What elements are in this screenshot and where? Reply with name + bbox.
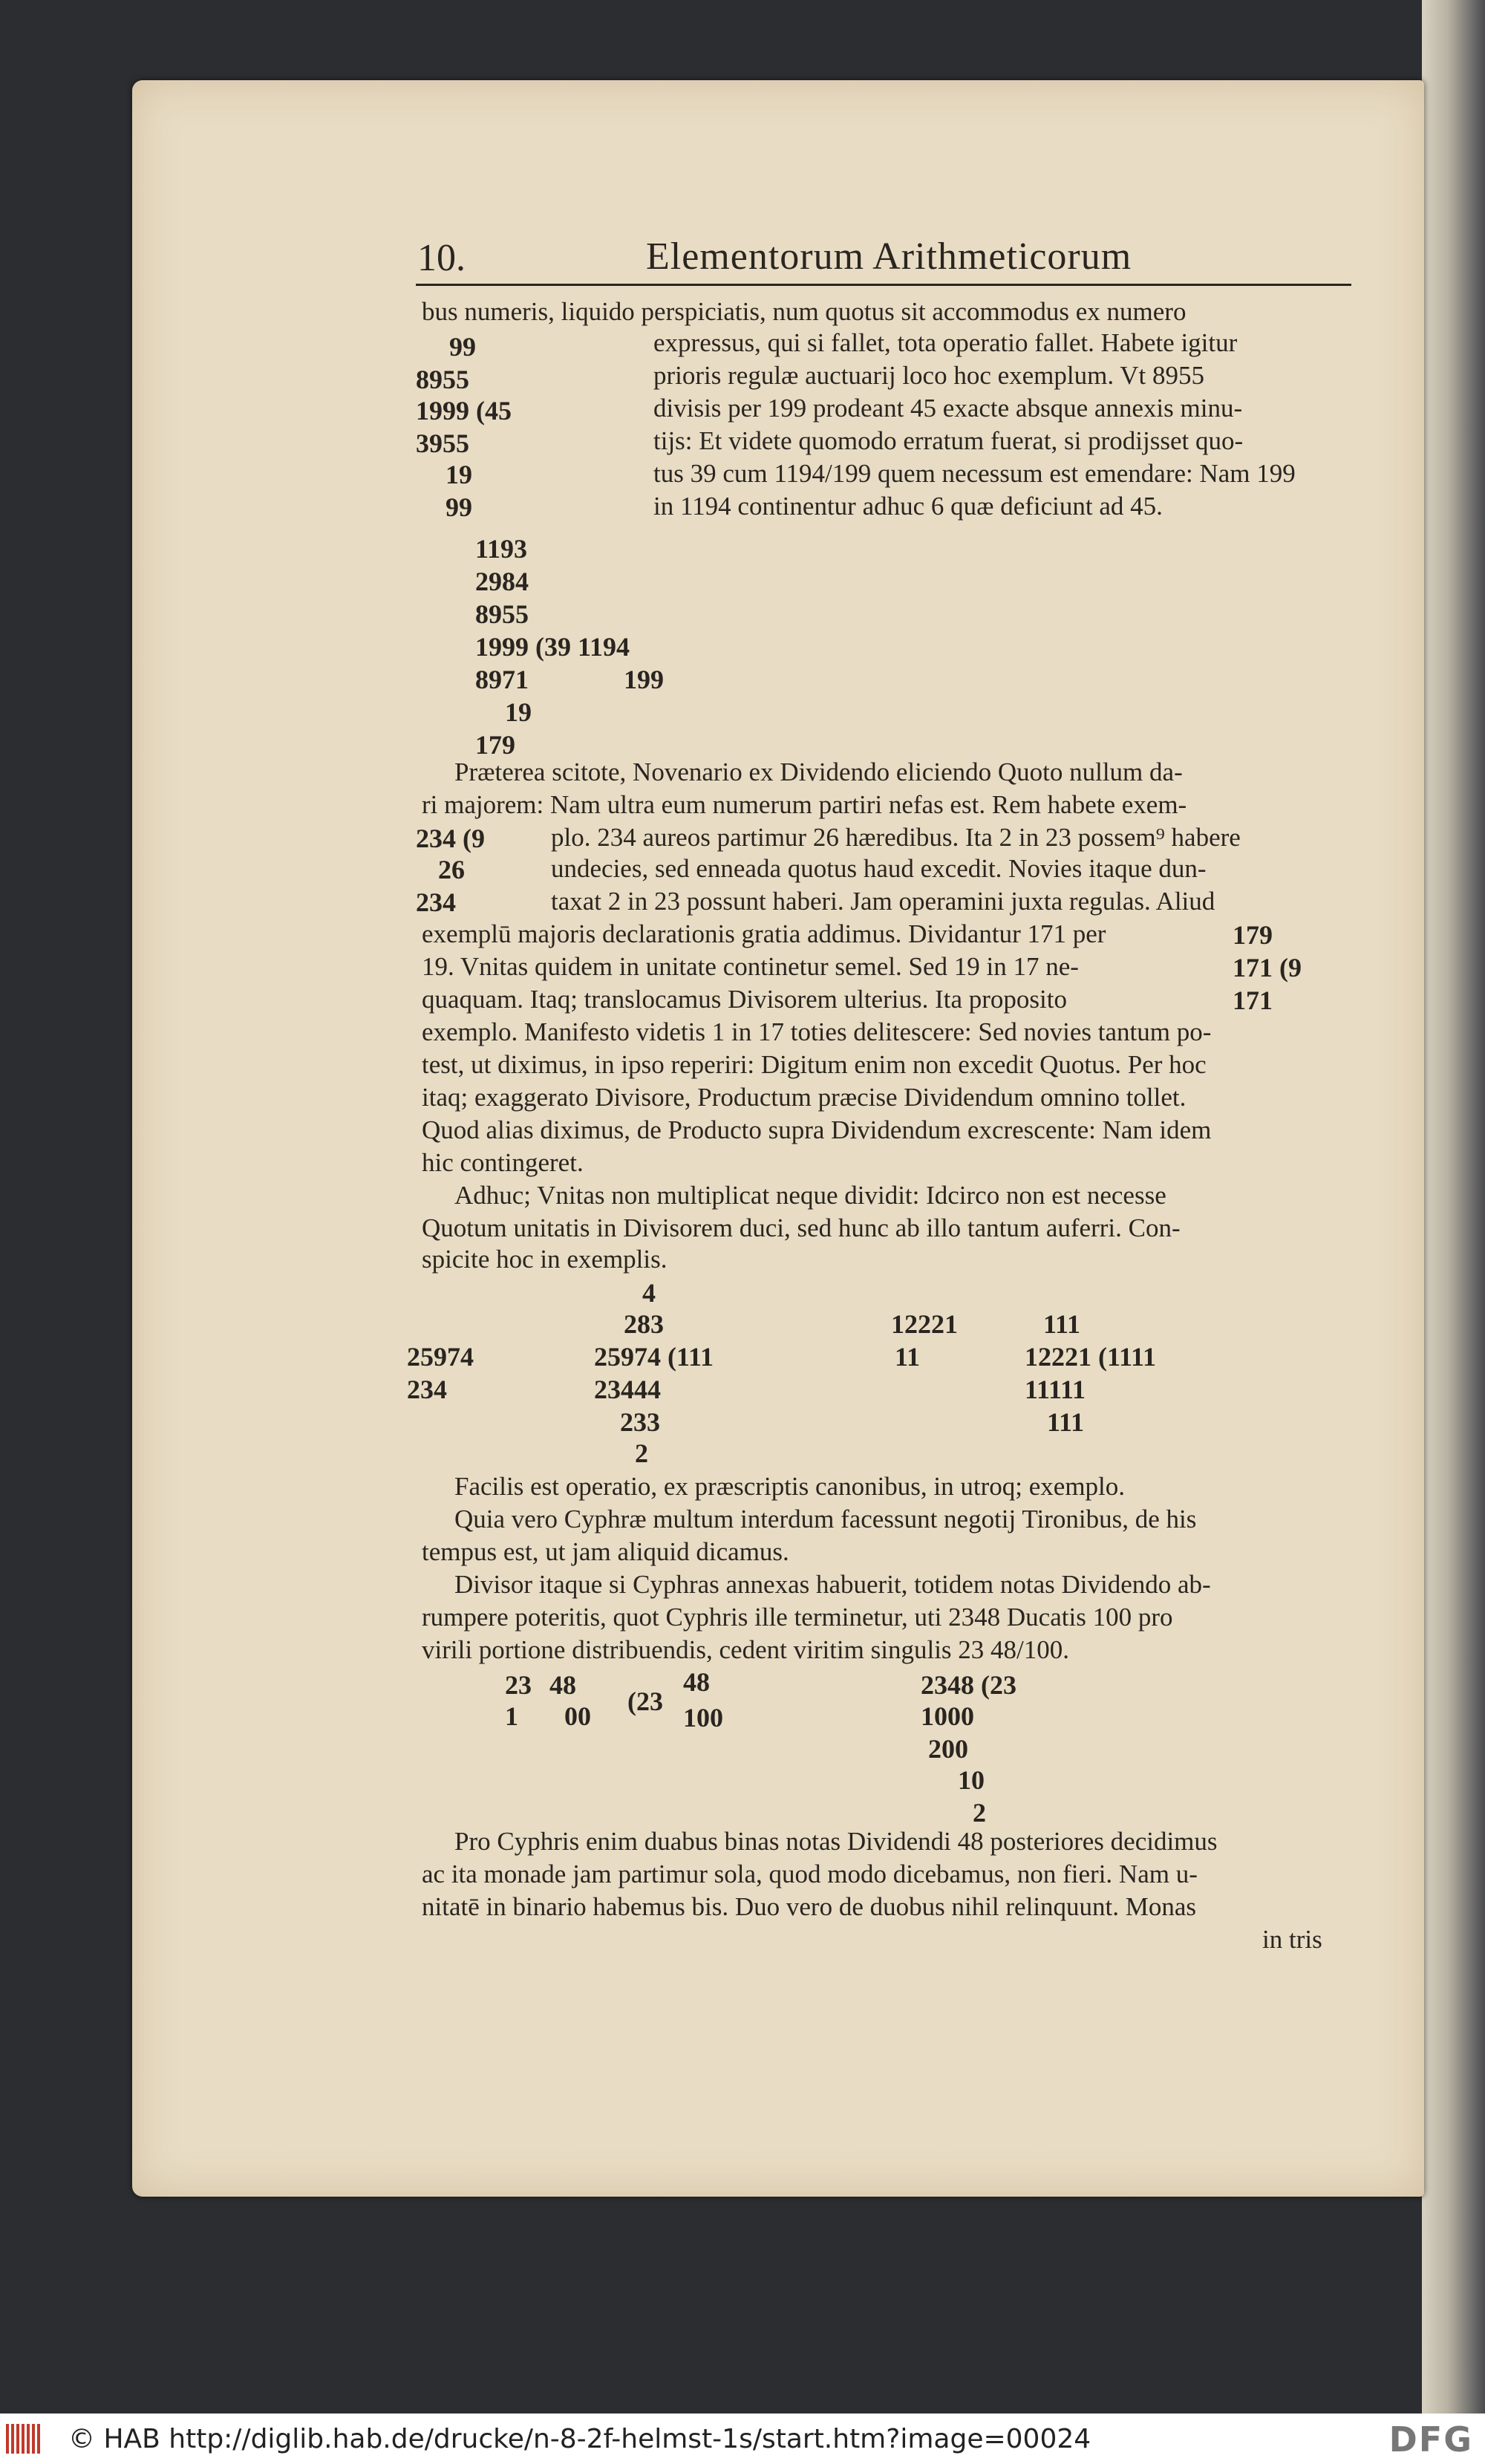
fig5-row: 4 <box>642 1278 656 1308</box>
fig2-row: 8971 <box>475 665 529 694</box>
fig6-row: 12221 <box>891 1309 958 1339</box>
fig1-row: 1999 (45 <box>416 396 512 426</box>
fig2-row: 2984 <box>475 567 529 596</box>
fig2-row: 199 <box>624 665 664 694</box>
fig6-row: 11111 <box>1025 1375 1086 1404</box>
fig1-row: 99 <box>446 492 472 522</box>
text-line: hic contingeret. <box>422 1148 584 1177</box>
dfg-logo: DFG <box>1388 2419 1473 2460</box>
fig4-row: 179 <box>1233 920 1273 950</box>
fig8-row: 2 <box>973 1798 986 1828</box>
text-line: ac ita monade jam partimur sola, quod modo dicebamus, non fieri. Nam u- <box>422 1860 1198 1888</box>
fig1-row: 99 <box>449 332 476 362</box>
text-line: ri majorem: Nam ultra eum numerum partiri nefas est. Rem habete exem- <box>422 790 1187 819</box>
text-line: Pro Cyphris enim duabus binas notas Dividendi 48 posteriores decidimus <box>454 1827 1218 1856</box>
text-line: Divisor itaque si Cyphras annexas habuerit, totidem notas Dividendo ab- <box>454 1570 1211 1599</box>
fig7-row: 00 <box>564 1701 591 1731</box>
text-line: virili portione distribuendis, cedent viritim singulis 23 48/100. <box>422 1635 1070 1664</box>
fig7-row: 23 <box>505 1670 532 1700</box>
text-line: rumpere poteritis, quot Cyphris ille terminetur, uti 2348 Ducatis 100 pro <box>422 1603 1173 1632</box>
fig5-row: 233 <box>620 1407 660 1437</box>
fig2-row: 1999 (39 1194 <box>475 632 630 662</box>
running-title: Elementorum Arithmeticorum <box>646 235 1132 278</box>
fig5-row: 25974 (111 <box>594 1342 714 1372</box>
text-line: itaq; exaggerato Divisore, Productum præcise Dividendum omnino tollet. <box>422 1083 1187 1112</box>
fig3-row: 26 <box>438 855 465 884</box>
text-line: 19. Vnitas quidem in unitate continetur semel. Sed 19 in 17 ne- <box>422 952 1079 981</box>
text-line: Quod alias diximus, de Producto supra Dividendum excrescente: Nam idem <box>422 1115 1212 1144</box>
fig5-row: 25974 <box>407 1342 474 1372</box>
text-line: exemplū majoris declarationis gratia addimus. Dividantur 171 per <box>422 919 1106 948</box>
fig6-row: 111 <box>1047 1407 1085 1437</box>
fig5-row: 234 <box>407 1375 447 1404</box>
header-rule <box>416 284 1351 286</box>
text-line: tus 39 cum 1194/199 quem necessum est emendare: Nam 199 <box>653 459 1296 488</box>
fig8-row: 200 <box>928 1734 968 1764</box>
text-line: Quotum unitatis in Divisorem duci, sed hunc ab illo tantum auferri. Con- <box>422 1213 1181 1242</box>
fig6-row: 12221 (1111 <box>1025 1342 1157 1372</box>
footer-bar <box>0 2414 1485 2464</box>
text-line: Præterea scitote, Novenario ex Dividendo eliciendo Quoto nullum da- <box>454 757 1183 786</box>
text-line: in 1194 continentur adhuc 6 quæ deficiunt ad 45. <box>653 492 1163 521</box>
page-number: 10. <box>417 237 466 279</box>
fig5-row: 283 <box>624 1309 664 1339</box>
fig3-row: 234 (9 <box>416 824 485 853</box>
fig4-row: 171 <box>1233 985 1273 1015</box>
fig2-row: 19 <box>505 697 532 727</box>
fig2-row: 179 <box>475 730 515 760</box>
book-edge <box>1422 0 1485 2414</box>
fig8-row: 2348 (23 <box>921 1670 1016 1700</box>
text-line: Adhuc; Vnitas non multiplicat neque dividit: Idcirco non est necesse <box>454 1181 1166 1210</box>
viewer-logo-icon <box>6 2420 58 2457</box>
fig7-row: 100 <box>683 1703 723 1733</box>
fig6-row: 111 <box>1043 1309 1081 1339</box>
text-line: Quia vero Cyphræ multum interdum facessunt negotij Tironibus, de his <box>454 1505 1197 1534</box>
fig6-row: 11 <box>895 1342 921 1372</box>
fig2-row: 8955 <box>475 599 529 629</box>
fig2-row: 1193 <box>475 534 528 564</box>
text-line: expressus, qui si fallet, tota operatio fallet. Habete igitur <box>653 328 1238 357</box>
fig7-row: 48 <box>683 1667 710 1697</box>
text-line: quaquam. Itaq; translocamus Divisorem ulterius. Ita proposito <box>422 985 1067 1014</box>
text-line: tijs: Et videte quomodo erratum fuerat, si prodijsset quo- <box>653 426 1244 455</box>
text-line: taxat 2 in 23 possunt haberi. Jam operamini juxta regulas. Aliud <box>551 887 1215 916</box>
fig7-row: 1 <box>505 1701 518 1731</box>
fig5-row: 2 <box>635 1438 648 1468</box>
fig7-row: 48 <box>549 1670 576 1700</box>
fig7-row: (23 <box>627 1686 663 1716</box>
text-line: bus numeris, liquido perspiciatis, num quotus sit accommodus ex numero <box>422 297 1187 326</box>
fig3-row: 234 <box>416 887 456 917</box>
text-line: spicite hoc in exemplis. <box>422 1245 668 1274</box>
text-line: tempus est, ut jam aliquid dicamus. <box>422 1537 789 1566</box>
text-line: test, ut diximus, in ipso reperiri: Digitum enim non excedit Quotus. Per hoc <box>422 1050 1207 1079</box>
text-line: undecies, sed enneada quotus haud excedit. Novies itaque dun- <box>551 854 1207 883</box>
fig1-row: 19 <box>446 460 472 489</box>
text-line: divisis per 199 prodeant 45 exacte absque annexis minu- <box>653 394 1243 423</box>
text-line: plo. 234 aureos partimur 26 hæredibus. Ita 2 in 23 possem⁹ habere <box>551 823 1241 852</box>
text-line: prioris regulæ auctuarij loco hoc exemplum. Vt 8955 <box>653 361 1204 390</box>
text-line: nitatē in binario habemus bis. Duo vero de duobus nihil relinquunt. Monas <box>422 1892 1197 1921</box>
copyright-link[interactable]: © HAB http://diglib.hab.de/drucke/n-8-2f-helmst-1s/start.htm?image=00024 <box>68 2423 1091 2454</box>
fig8-row: 1000 <box>921 1701 974 1731</box>
fig1-row: 8955 <box>416 365 469 394</box>
fig4-row: 171 (9 <box>1233 953 1302 982</box>
text-line: Facilis est operatio, ex præscriptis canonibus, in utroq; exemplo. <box>454 1472 1126 1501</box>
fig1-row: 3955 <box>416 428 469 458</box>
fig8-row: 10 <box>958 1765 985 1795</box>
text-line: exemplo. Manifesto videtis 1 in 17 toties delitescere: Sed novies tantum po- <box>422 1017 1212 1046</box>
fig5-row: 23444 <box>594 1375 661 1404</box>
text-line: in tris <box>1262 1925 1322 1954</box>
